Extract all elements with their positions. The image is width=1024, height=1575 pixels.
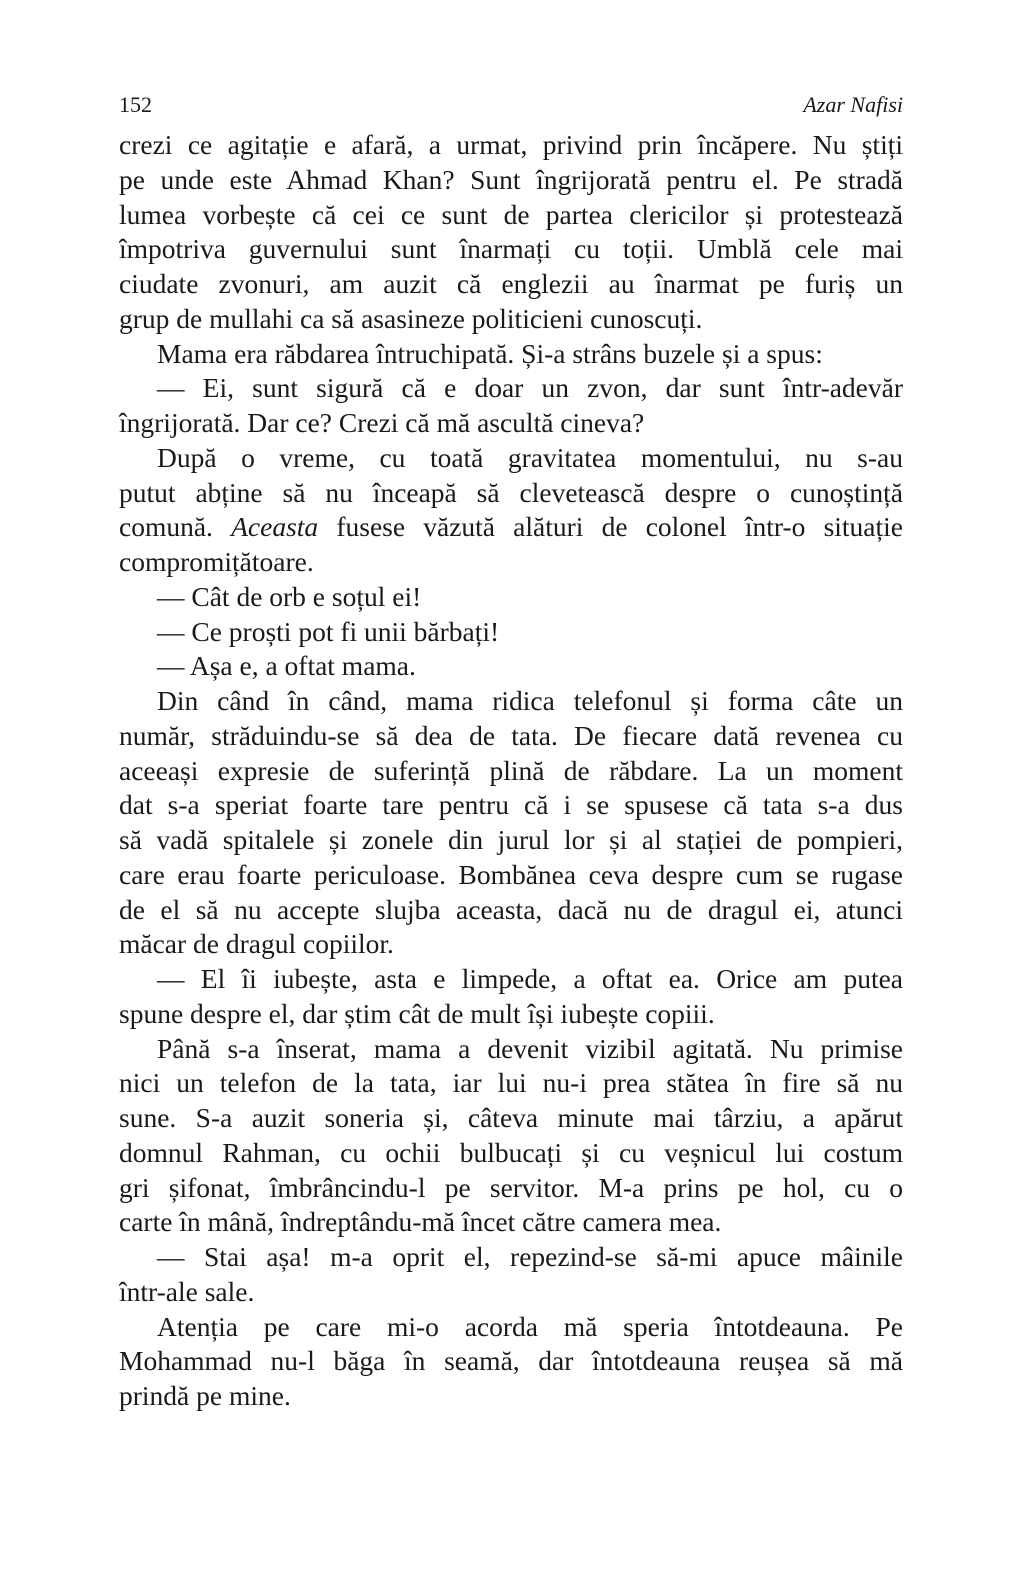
text-line bbox=[119, 893, 903, 928]
text-line bbox=[119, 1101, 903, 1136]
text-line bbox=[119, 580, 903, 615]
line-text: dat s-a speriat foarte tare pentru că i se spusese că tata s-a dus bbox=[119, 789, 903, 821]
line-text: număr, străduindu-se să dea de tata. De fiecare dată revenea cu bbox=[119, 719, 903, 751]
line-text: de el să nu accepte slujba aceasta, dacă nu de dragul ei, atunci bbox=[119, 893, 903, 925]
text-line bbox=[119, 232, 903, 267]
text-line bbox=[119, 441, 903, 476]
line-text: pe unde este Ahmad Khan? Sunt îngrijorată pentru el. Pe stradă bbox=[119, 163, 903, 195]
line-text: ciudate zvonuri, am auzit că englezii au înarmat pe furiș un bbox=[119, 268, 903, 299]
text-line bbox=[119, 1205, 903, 1240]
text-line bbox=[119, 962, 903, 997]
line-text: lumea vorbește că cei ce sunt de partea clericilor și protestează bbox=[119, 198, 903, 230]
text-line bbox=[119, 927, 903, 962]
line-text: îngrijorată. Dar ce? Crezi că mă ascultă cineva? bbox=[119, 407, 645, 438]
line-text: aceeași expresie de suferință plină de răbdare. La un moment bbox=[119, 754, 903, 786]
line-text: — Ce proști pot fi unii bărbați! bbox=[157, 615, 500, 647]
text-line bbox=[119, 163, 903, 198]
line-text: — El îi iubește, asta e limpede, a oftat ea. Orice am putea bbox=[157, 963, 903, 994]
text-line bbox=[119, 476, 903, 511]
text-line bbox=[119, 788, 903, 823]
line-text: crezi ce agitație e afară, a urmat, privind prin încăpere. Nu știți bbox=[119, 129, 903, 160]
text-line bbox=[119, 128, 903, 163]
text-line bbox=[119, 997, 903, 1032]
text-line bbox=[119, 337, 903, 372]
italic-text: Aceasta bbox=[231, 511, 319, 543]
text-line bbox=[119, 1032, 903, 1067]
line-text: fusese văzută alături de colonel într-o situație bbox=[318, 511, 903, 543]
line-text: să vadă spitalele și zonele din jurul lor și al stației de pompieri, bbox=[119, 824, 903, 855]
line-text: — Ei, sunt sigură că e doar un zvon, dar sunt într-adevăr bbox=[157, 372, 903, 404]
line-text: putut abține să nu înceapă să clevetească despre o cunoștință bbox=[119, 476, 903, 508]
text-line bbox=[119, 1379, 903, 1414]
text-line bbox=[119, 545, 903, 580]
line-text: nici un telefon de la tata, iar lui nu-i prea stătea în fire să nu bbox=[119, 1067, 903, 1099]
text-line bbox=[119, 1310, 903, 1345]
running-header-author: Azar Nafisi bbox=[803, 92, 903, 117]
line-text: carte în mână, îndreptându-mă încet către camera mea. bbox=[119, 1206, 722, 1238]
line-text: sune. S-a auzit soneria și, câteva minute mai târziu, a apărut bbox=[119, 1102, 903, 1133]
text-line bbox=[119, 510, 903, 545]
line-text: domnul Rahman, cu ochii bulbucați și cu veșnicul lui costum bbox=[119, 1136, 903, 1168]
text-line bbox=[119, 823, 903, 858]
line-text: Din când în când, mama ridica telefonul și forma câte un bbox=[157, 685, 903, 716]
text-line bbox=[119, 684, 903, 719]
text-line bbox=[119, 1136, 903, 1171]
text-line bbox=[119, 1275, 903, 1310]
text-line bbox=[119, 267, 903, 302]
text-line bbox=[119, 1344, 903, 1379]
line-text: După o vreme, cu toată gravitatea momentului, nu s-au bbox=[157, 441, 903, 473]
line-text: spune despre el, dar știm cât de mult își iubește copiii. bbox=[119, 997, 715, 1029]
line-text: — Cât de orb e soțul ei! bbox=[157, 580, 422, 612]
text-line bbox=[119, 1171, 903, 1206]
text-line bbox=[119, 719, 903, 754]
text-line bbox=[119, 858, 903, 893]
text-line bbox=[119, 1240, 903, 1275]
text-line bbox=[119, 615, 903, 650]
text-line bbox=[119, 198, 903, 233]
line-text: — Stai așa! m-a oprit el, repezind-se să-mi apuce mâinile bbox=[157, 1241, 903, 1272]
body-text bbox=[119, 128, 903, 1414]
line-text: prindă pe mine. bbox=[119, 1380, 291, 1411]
line-text: măcar de dragul copiilor. bbox=[119, 928, 394, 960]
line-text: gri șifonat, îmbrâncindu-l pe servitor. M-a prins pe hol, cu o bbox=[119, 1171, 903, 1203]
text-line bbox=[119, 302, 903, 337]
line-text: într-ale sale. bbox=[119, 1275, 255, 1307]
line-text: care erau foarte periculoase. Bombănea ceva despre cum se rugase bbox=[119, 858, 903, 890]
text-line bbox=[119, 649, 903, 684]
line-text: Până s-a înserat, mama a devenit vizibil agitată. Nu primise bbox=[157, 1032, 903, 1064]
line-text: Atenția pe care mi-o acorda mă speria întotdeauna. Pe bbox=[157, 1310, 903, 1342]
page-number: 152 bbox=[119, 92, 152, 117]
text-line bbox=[119, 371, 903, 406]
text-line bbox=[119, 406, 903, 441]
line-text: comună. bbox=[119, 511, 232, 543]
line-text: Mama era răbdarea întruchipată. Și-a strâns buzele și a spus: bbox=[157, 337, 823, 369]
line-text: compromițătoare. bbox=[119, 546, 314, 577]
line-text: — Așa e, a oftat mama. bbox=[157, 650, 416, 682]
text-line bbox=[119, 1066, 903, 1101]
text-line bbox=[119, 754, 903, 789]
line-text: grup de mullahi ca să asasineze politicieni cunoscuți. bbox=[119, 302, 703, 334]
line-text: Mohammad nu-l băga în seamă, dar întotdeauna reușea să mă bbox=[119, 1345, 903, 1377]
line-text: împotriva guvernului sunt înarmați cu toții. Umblă cele mai bbox=[119, 233, 903, 265]
